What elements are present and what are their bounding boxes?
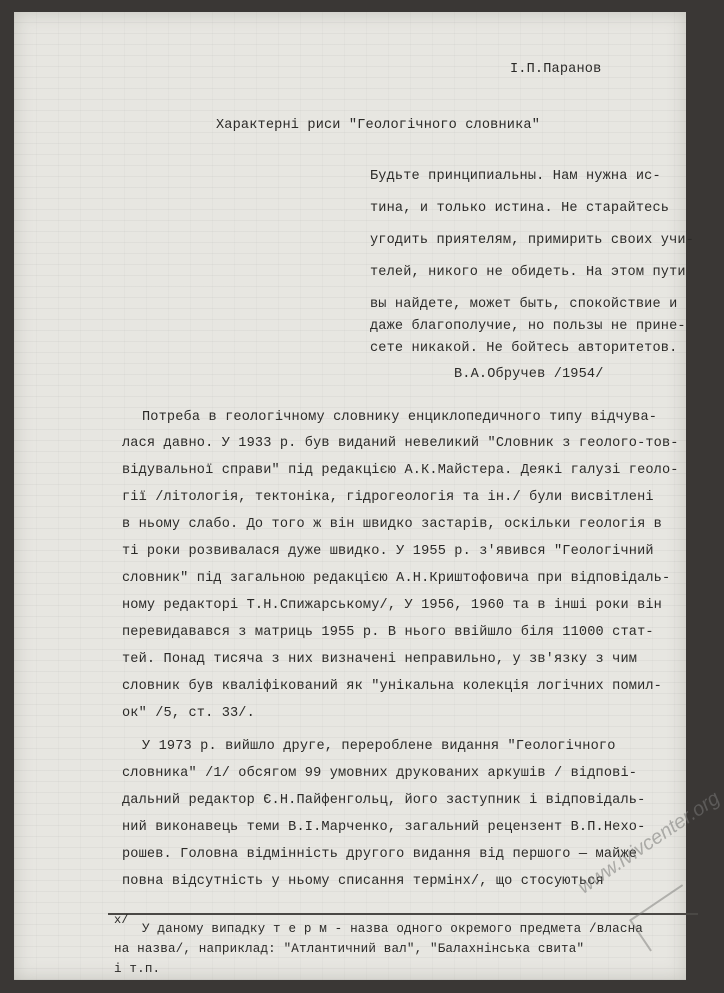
document-title: Характерні риси "Геологічного словника": [216, 118, 540, 133]
body-line: дальний редактор Є.Н.Пайфенгольц, його заступник і відповідаль-: [122, 793, 646, 808]
body-line: словник був кваліфікований як "унікальна колекція логічних помил-: [122, 679, 662, 694]
body-line: словник" під загальною редакцією А.Н.Криштофовича при відповідаль-: [122, 571, 671, 586]
epigraph-line: угодить приятелям, примирить своих учи-: [370, 233, 694, 248]
footnote-line: на назва/, наприклад: "Атлантичний вал", "Балахнінська свита": [114, 942, 585, 956]
body-line: в ньому слабо. До того ж він швидко застарів, оскільки геологія в: [122, 517, 662, 532]
body-line: ному редакторі Т.Н.Спижарському/, У 1956, 1960 та в інші роки він: [122, 598, 662, 613]
footnote-line: і т.п.: [114, 962, 161, 976]
epigraph-line: тина, и только истина. Не старайтесь: [370, 201, 670, 216]
footnote-divider: [108, 913, 698, 915]
epigraph-line: сете никакой. Не бойтесь авторитетов.: [370, 341, 678, 356]
body-line: Потреба в геологічному словнику енциклопедичного типу відчува-: [142, 410, 658, 425]
body-line: гії /літологія, тектоніка, гідрогеологія та ін./ були висвітлені: [122, 490, 654, 505]
document-page: [14, 12, 724, 980]
epigraph-line: Будьте принципиальны. Нам нужна ис-: [370, 169, 661, 184]
body-line: перевидавався з матриць 1955 р. В нього ввійшло біля 11000 стат-: [122, 625, 654, 640]
archive-stamp: [629, 884, 703, 951]
footnote-marker: х/: [114, 913, 129, 927]
body-line: ті роки розвивалася дуже швидко. У 1955 р. з'явився "Геологічний: [122, 544, 654, 559]
body-line: лася давно. У 1933 р. був виданий невеликий "Словник з геолого-тов-: [122, 436, 679, 451]
body-line: тей. Понад тисяча з них визначені неправильно, у зв'язку з чим: [122, 652, 638, 667]
epigraph-line: вы найдете, может быть, спокойствие и: [370, 297, 678, 312]
body-line: ок" /5, ст. 33/.: [122, 706, 255, 721]
watermark-text: www.lvivcenter.org: [574, 787, 724, 899]
body-line: відувальної справи" під редакцією А.К.Майстера. Деякі галузі геоло-: [122, 463, 679, 478]
body-line: словника" /1/ обсягом 99 умовних друкованих аркушів / відпові-: [122, 766, 638, 781]
epigraph-line: телей, никого не обидеть. На этом пути: [370, 265, 686, 280]
epigraph-signature: В.А.Обручев /1954/: [454, 367, 604, 382]
body-line: повна відсутність у ньому списання термінх/, що стосуються: [122, 874, 604, 889]
body-line: ний виконавець теми В.І.Марченко, загальний рецензент В.П.Нехо-: [122, 820, 646, 835]
body-line: У 1973 р. вийшло друге, перероблене видання "Геологічного: [142, 739, 616, 754]
body-line: рошев. Головна відмінність другого видання від першого — майже: [122, 847, 638, 862]
epigraph-line: даже благополучие, но пользы не прине-: [370, 319, 686, 334]
author-name: І.П.Паранов: [510, 62, 602, 77]
footnote-line: У даному випадку т е р м - назва одного окремого предмета /власна: [142, 922, 643, 936]
